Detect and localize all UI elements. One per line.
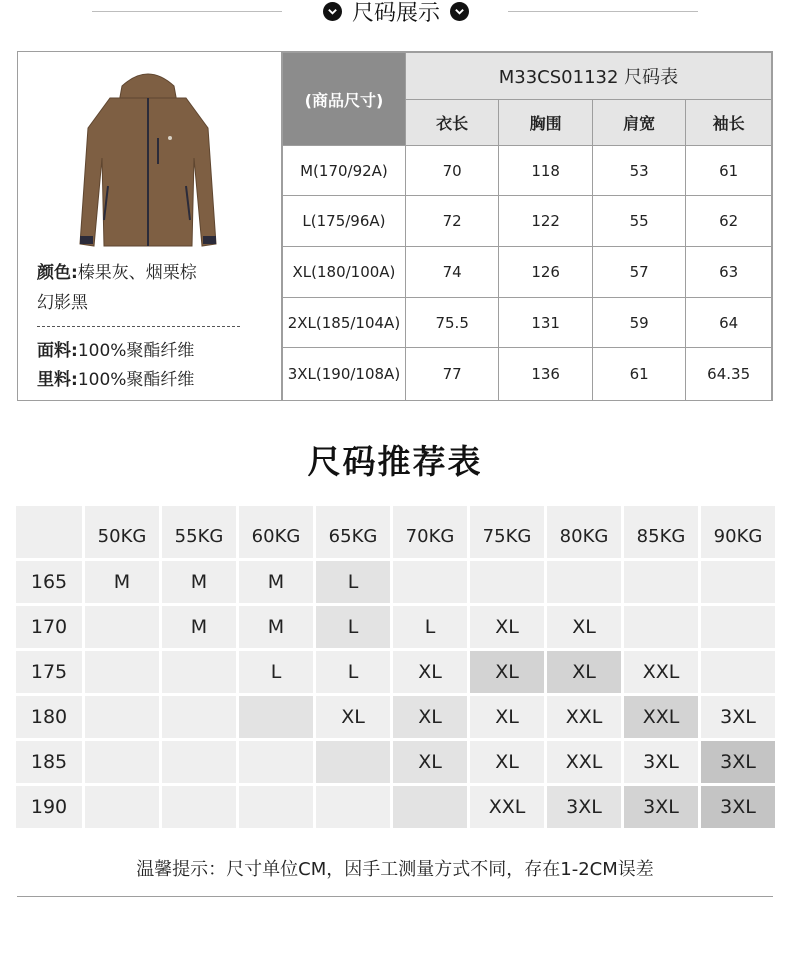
table-cell: XL <box>470 651 544 693</box>
column-header: 肩宽 <box>592 100 685 146</box>
table-cell: XL <box>393 696 467 738</box>
table-cell: 74 <box>405 247 499 298</box>
table-cell <box>85 786 159 828</box>
table-cell: 64.35 <box>686 348 772 401</box>
table-cell <box>701 561 775 603</box>
table-cell <box>162 741 236 783</box>
table-cell: 126 <box>499 247 592 298</box>
color-value: 榛果灰、烟栗棕 <box>77 263 197 283</box>
height-label: 175 <box>16 651 82 693</box>
table-cell: XL <box>547 651 621 693</box>
table-cell: XXL <box>624 651 698 693</box>
color-line <box>37 258 197 288</box>
table-row <box>16 561 775 603</box>
table-cell: XL <box>316 696 390 738</box>
size-corner-cell: (商品尺寸) <box>283 53 406 146</box>
chevron-down-icon <box>323 2 342 21</box>
table-cell <box>85 651 159 693</box>
table-cell: 3XL <box>701 786 775 828</box>
table-cell: 77 <box>405 348 499 401</box>
weight-header: 80KG <box>547 506 621 558</box>
table-cell <box>162 696 236 738</box>
recommend-title: 尺码推荐表 <box>307 442 483 481</box>
fabric-value: 100%聚酯纤维 <box>77 341 195 361</box>
color-line-2: 幻影黑 <box>37 293 88 313</box>
table-cell: 3XL <box>624 741 698 783</box>
table-cell: L <box>316 606 390 648</box>
table-cell: 53 <box>592 146 685 196</box>
table-cell: XXL <box>624 696 698 738</box>
table-cell: XL <box>393 741 467 783</box>
weight-header: 50KG <box>85 506 159 558</box>
table-cell: L <box>239 651 313 693</box>
table-cell <box>85 741 159 783</box>
table-cell: 59 <box>592 298 685 348</box>
table-cell: L <box>316 561 390 603</box>
table-cell: 122 <box>499 196 592 247</box>
table-cell: XL <box>470 606 544 648</box>
column-header: 袖长 <box>686 100 772 146</box>
table-cell: 3XL <box>701 741 775 783</box>
table-cell <box>470 561 544 603</box>
table-cell: M <box>239 606 313 648</box>
table-cell: 61 <box>686 146 772 196</box>
table-cell <box>316 741 390 783</box>
jacket-image <box>70 68 225 253</box>
table-cell <box>701 606 775 648</box>
column-header: 胸围 <box>499 100 592 146</box>
size-display-panel <box>17 51 773 401</box>
weight-header: 85KG <box>624 506 698 558</box>
table-cell: 63 <box>686 247 772 298</box>
table-cell: XXL <box>547 741 621 783</box>
table-cell: M <box>162 561 236 603</box>
size-recommendation-table <box>13 503 778 831</box>
table-row <box>16 651 775 693</box>
weight-header: 60KG <box>239 506 313 558</box>
size-chart-title: M33CS01132 尺码表 <box>405 53 771 100</box>
size-label-cell: 3XL(190/108A) <box>283 348 406 401</box>
table-cell: 3XL <box>624 786 698 828</box>
table-row <box>283 348 772 401</box>
header-divider-right <box>508 11 698 12</box>
table-cell <box>162 651 236 693</box>
height-label: 170 <box>16 606 82 648</box>
height-label: 180 <box>16 696 82 738</box>
table-cell: XL <box>470 741 544 783</box>
height-label: 190 <box>16 786 82 828</box>
table-cell <box>624 561 698 603</box>
weight-header: 90KG <box>701 506 775 558</box>
height-label: 185 <box>16 741 82 783</box>
table-row <box>16 741 775 783</box>
table-cell: XL <box>393 651 467 693</box>
bottom-divider <box>17 896 773 897</box>
weight-header-row <box>16 506 775 558</box>
table-row <box>16 606 775 648</box>
table-cell: M <box>162 606 236 648</box>
fabric-line <box>37 336 194 366</box>
table-cell: L <box>393 606 467 648</box>
lining-line <box>37 365 194 395</box>
table-cell: 61 <box>592 348 685 401</box>
table-cell <box>624 606 698 648</box>
dashed-divider <box>37 326 240 327</box>
table-cell <box>239 696 313 738</box>
table-cell: XL <box>547 606 621 648</box>
table-cell: 75.5 <box>405 298 499 348</box>
table-cell: XL <box>470 696 544 738</box>
header-title: 尺码展示 <box>351 1 440 26</box>
table-cell: XXL <box>547 696 621 738</box>
table-cell <box>393 561 467 603</box>
table-row <box>283 196 772 247</box>
table-cell <box>316 786 390 828</box>
table-cell: XXL <box>470 786 544 828</box>
table-cell: L <box>316 651 390 693</box>
table-cell: 57 <box>592 247 685 298</box>
table-cell: 72 <box>405 196 499 247</box>
lining-label: 里料: <box>37 370 78 390</box>
table-cell: 136 <box>499 348 592 401</box>
weight-header: 65KG <box>316 506 390 558</box>
table-cell: 3XL <box>547 786 621 828</box>
table-cell <box>85 606 159 648</box>
table-cell: 70 <box>405 146 499 196</box>
table-row <box>16 696 775 738</box>
table-cell: 3XL <box>701 696 775 738</box>
size-note: 温馨提示：尺寸单位CM，因手工测量方式不同，存在1-2CM误差 <box>136 859 654 880</box>
table-cell: 64 <box>686 298 772 348</box>
table-row <box>283 247 772 298</box>
size-label-cell: M(170/92A) <box>283 146 406 196</box>
chevron-down-icon <box>450 2 469 21</box>
product-info-panel <box>18 52 282 400</box>
table-cell <box>547 561 621 603</box>
table-cell: 62 <box>686 196 772 247</box>
table-cell <box>239 741 313 783</box>
table-cell <box>162 786 236 828</box>
table-row <box>283 146 772 196</box>
weight-header: 70KG <box>393 506 467 558</box>
weight-header: 75KG <box>470 506 544 558</box>
size-chart-table <box>282 52 772 401</box>
table-row <box>283 298 772 348</box>
weight-header: 55KG <box>162 506 236 558</box>
corner-cell <box>16 506 82 558</box>
color-label: 颜色: <box>37 263 78 283</box>
table-cell <box>239 786 313 828</box>
section-header <box>0 0 790 30</box>
table-cell <box>85 696 159 738</box>
table-cell: M <box>239 561 313 603</box>
size-label-cell: L(175/96A) <box>283 196 406 247</box>
lining-value: 100%聚酯纤维 <box>77 370 195 390</box>
fabric-label: 面料: <box>37 341 78 361</box>
header-title-group <box>310 0 482 27</box>
height-label: 165 <box>16 561 82 603</box>
size-label-cell: XL(180/100A) <box>283 247 406 298</box>
table-cell: M <box>85 561 159 603</box>
table-cell: 131 <box>499 298 592 348</box>
table-cell <box>701 651 775 693</box>
table-cell: 118 <box>499 146 592 196</box>
table-row <box>16 786 775 828</box>
table-cell: 55 <box>592 196 685 247</box>
table-cell <box>393 786 467 828</box>
size-label-cell: 2XL(185/104A) <box>283 298 406 348</box>
column-header: 衣长 <box>405 100 499 146</box>
header-divider-left <box>92 11 282 12</box>
